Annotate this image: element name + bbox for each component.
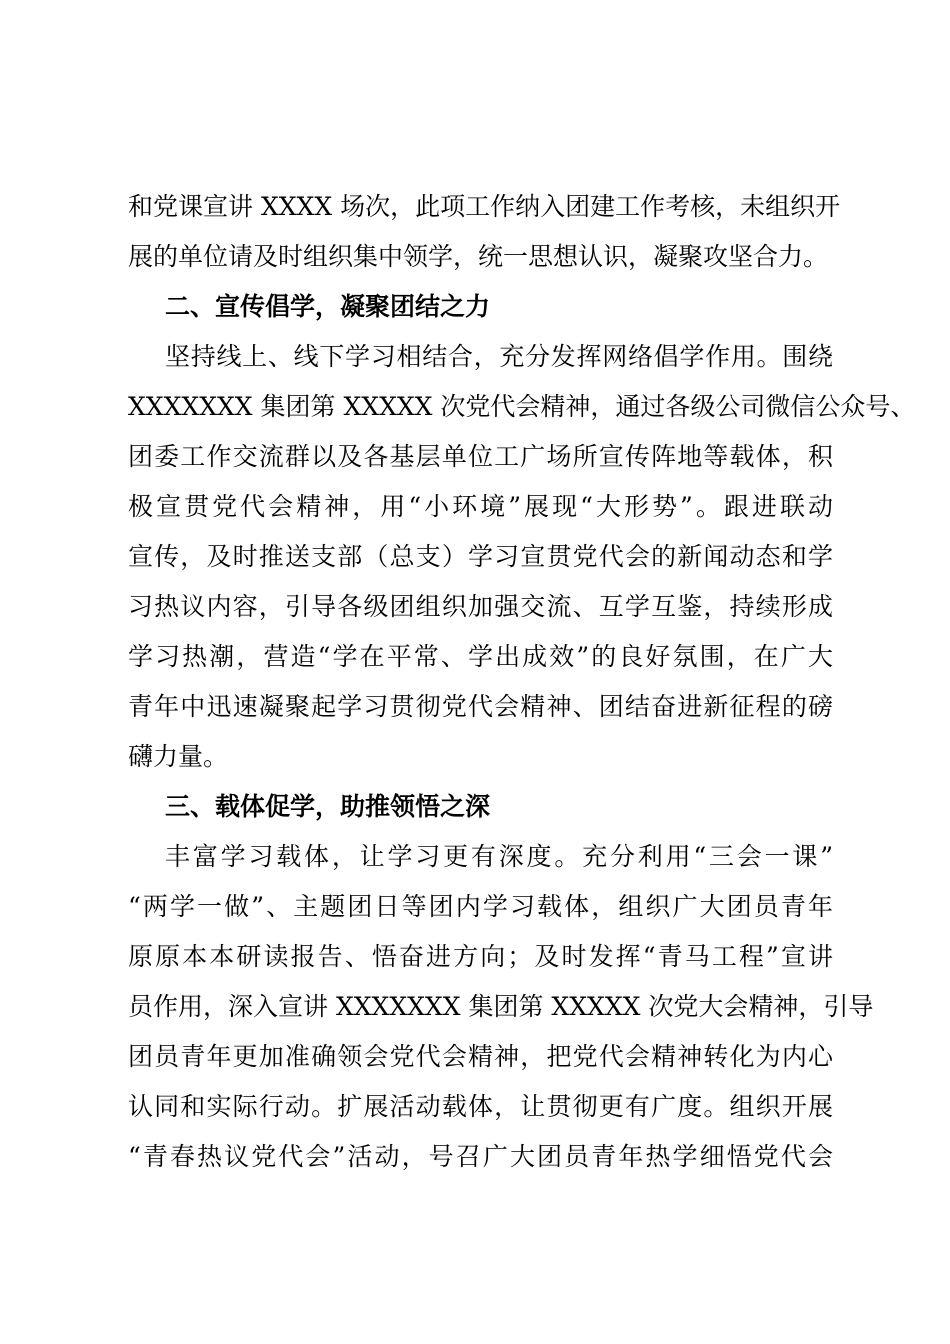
body-text-line: 学习热潮，营造“学在平常、学出成效”的良好氛围，在广大: [128, 642, 833, 671]
body-text-line: 坚持线上、线下学习相结合，充分发挥网络倡学作用。围绕: [165, 342, 833, 371]
body-text-line: 习热议内容，引导各级团组织加强交流、互学互鉴，持续形成: [128, 592, 833, 621]
body-text-line: 团员青年更加准确领会党代会精神，把党代会精神转化为内心: [128, 1042, 833, 1071]
body-text-line: 宣传，及时推送支部（总支）学习宣贯党代会的新闻动态和学: [128, 542, 833, 571]
section-heading-3: 三、载体促学，助推领悟之深: [165, 792, 491, 821]
body-text-line: 认同和实际行动。扩展活动载体，让贯彻更有广度。组织开展: [128, 1092, 833, 1121]
body-text-line: 极宣贯党代会精神，用“小环境”展现“大形势”。跟进联动: [128, 492, 833, 521]
body-text-line: 原原本本研读报告、悟奋进方向；及时发挥“青马工程”宣讲: [128, 942, 833, 971]
body-text-line: 礴力量。: [128, 742, 229, 771]
body-text-line: 丰富学习载体，让学习更有深度。充分利用“三会一课”: [165, 842, 833, 871]
body-text-line: 展的单位请及时组织集中领学，统一思想认识，凝聚攻坚合力。: [128, 242, 829, 271]
body-text-line: 和党课宣讲 XXXX 场次，此项工作纳入团建工作考核，未组织开: [128, 192, 841, 221]
body-text-line: 团委工作交流群以及各基层单位工广场所宣传阵地等载体，积: [128, 442, 833, 471]
body-text-line: 青年中迅速凝聚起学习贯彻党代会精神、团结奋进新征程的磅: [128, 692, 833, 721]
section-heading-2: 二、宣传倡学，凝聚团结之力: [165, 292, 491, 321]
body-text-line: “两学一做”、主题团日等团内学习载体，组织广大团员青年: [128, 892, 833, 921]
body-text-line: “青春热议党代会”活动，号召广大团员青年热学细悟党代会: [128, 1142, 833, 1171]
body-text-line: 员作用，深入宣讲 XXXXXXX 集团第 XXXXX 次党大会精神，引导: [128, 992, 874, 1021]
body-text-line: XXXXXXX 集团第 XXXXX 次党代会精神，通过各级公司微信公众号、: [128, 392, 916, 421]
